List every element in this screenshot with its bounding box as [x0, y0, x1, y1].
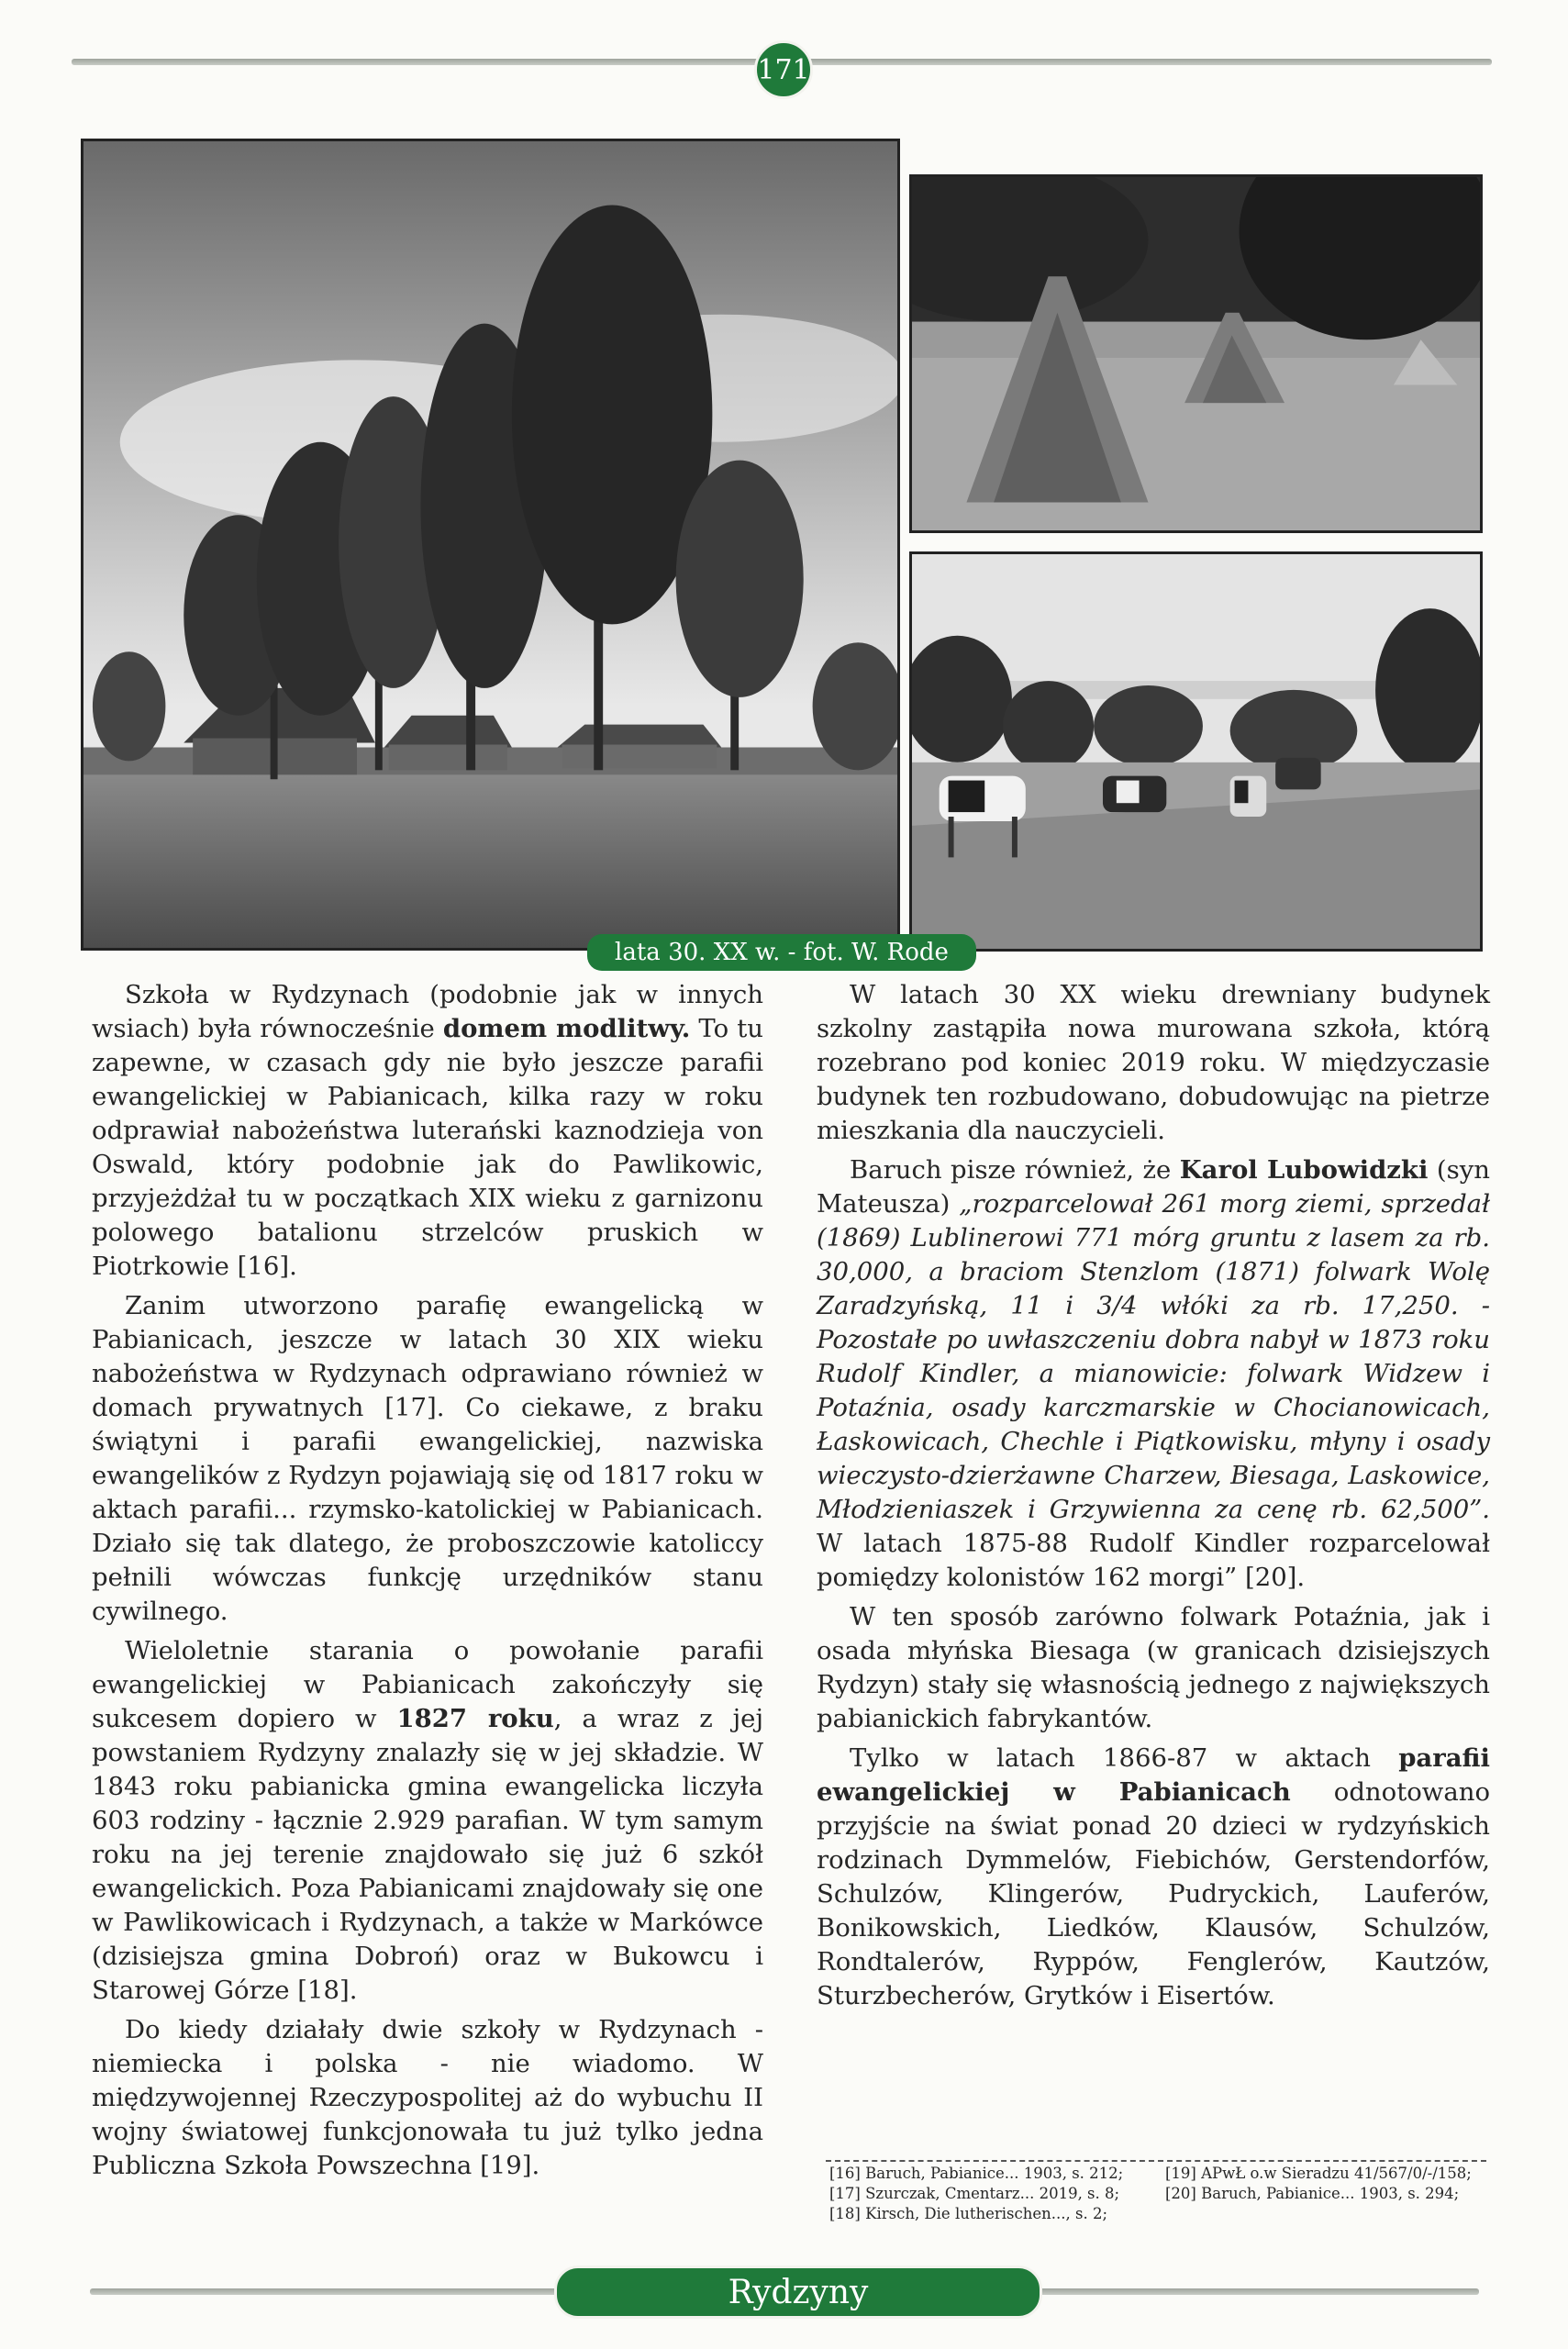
- footnotes: [829, 2164, 1486, 2224]
- paragraph: Tylko w latach 1866-87 w aktach parafii ewangelickiej w Pabianicach odnotowano przyjście na świat ponad 20 dzieci w rydzyńskich rodzinach Dymmelów, Fiebichów, Gerstendorfów, Schulzów, Klingerów, Pudryckich, Lauferów, Bonikowskich, Liedków, Klausów, Schulzów, Rondtalerów, Ryppów, Fenglerów, Kautzów, Sturzbecherów, Grytków i Eisertów.: [817, 1743, 1490, 2010]
- left-column: [92, 978, 763, 2188]
- paragraph: W ten sposób zarówno folwark Potaźnia, jak i osada młyńska Biesaga (w granicach dzisiejszych Rydzyn) stały się własnością jednego z największych pabianickich fabrykantów.: [817, 1602, 1490, 1733]
- footnote: [18] Kirsch, Die lutherischen..., s. 2;: [829, 2205, 1108, 2222]
- footer-title: Rydzyny: [554, 2266, 1042, 2319]
- paragraph: W latach 30 XX wieku drewniany budynek szkolny zastąpiła nowa murowana szkoła, którą rozebrano pod koniec 2019 roku. W międzyczasie budynek ten rozbudowano, dobudowując na pietrze mieszkania dla nauczycieli.: [817, 980, 1490, 1145]
- photo-caption: lata 30. XX w. - fot. W. Rode: [587, 934, 976, 971]
- footnote: [17] Szurczak, Cmentarz... 2019, s. 8;: [829, 2185, 1120, 2202]
- village-trees-photo: [81, 139, 900, 951]
- paragraph: Wieloletnie starania o powołanie parafii ewangelickiej w Pabianicach zakończyły się sukcesem dopiero w 1827 roku, a wraz z jej powstaniem Rydzyny znalazły się w jej składzie. W 1843 roku pabianicka gmina ewangelicka liczyła 603 rodziny - łącznie 2.929 parafian. W tym samym roku na jej terenie znajdowało się już 6 szkół ewangelickich. Poza Pabianicami znajdowały się one w Pawlikowicach i Rydzynach, a także w Markówce (dzisiejsza gmina Dobroń) oraz w Bukowcu i Starowej Górze [18].: [92, 1636, 763, 2005]
- page-number: 171: [754, 40, 813, 99]
- footnote: [19] APwŁ o.w Sieradzu 41/567/0/-/158;: [1165, 2165, 1472, 2182]
- paragraph: Do kiedy działały dwie szkoły w Rydzynach - niemiecka i polska - nie wiadomo. W międzywojennej Rzeczypospolitej aż do wybuchu II wojny światowej funkcjonowała tu już tylko jedna Publiczna Szkoła Powszechna [19].: [92, 2015, 763, 2180]
- paragraph: Baruch pisze również, że Karol Lubowidzki (syn Mateusza) „rozparcelował 261 morg ziemi, sprzedał (1869) Lublinerowi 771 mórg gruntu z lasem za rb. 30,000, a braciom Stenzlom (1871) folwark Wolę Zaradzyńską, 11 i 3/4 włóki za rb. 17,250. - Pozostałe po uwłaszczeniu dobra nabył w 1873 roku Rudolf Kindler, a mianowicie: folwark Widzew i Potaźnia, osady karczmarskie w Chocianowicach, Łaskowicach, Chechle i Piątkowisku, młyny i osady wieczysto-dzierżawne Charzew, Biesaga, Laskowice, Młodzieniaszek i Grzywienna za cenę rb. 62,500”. W latach 1875-88 Rudolf Kindler rozparcelował pomiędzy kolonistów 162 morgi” [20].: [817, 1155, 1490, 1592]
- cows-road-photo: [909, 551, 1483, 952]
- footnote-separator: [826, 2160, 1486, 2162]
- paragraph: Szkoła w Rydzynach (podobnie jak w innych wsiach) była równocześnie domem modlitwy. To tu zapewne, w czasach gdy nie było jeszcze parafii ewangelickiej w Pabianicach, kilka razy w roku odprawiał nabożeństwa luterański kaznodzieja von Oswald, który podobnie jak do Pawlikowic, przyjeżdżał tu w początkach XIX wieku z garnizonu polowego batalionu strzelców pruskich w Piotrkowie [16].: [92, 980, 763, 1281]
- sheaves-photo: [909, 174, 1483, 533]
- footnote: [16] Baruch, Pabianice... 1903, s. 212;: [829, 2165, 1124, 2182]
- right-column: [817, 978, 1490, 2019]
- footnote: [1165, 2204, 1486, 2224]
- footnote: [20] Baruch, Pabianice... 1903, s. 294;: [1165, 2185, 1460, 2202]
- paragraph: Zanim utworzono parafię ewangelicką w Pabianicach, jeszcze w latach 30 XIX wieku nabożeństwa w Rydzynach odprawiano również w domach prywatnych [17]. Co ciekawe, z braku świątyni i parafii ewangelickiej, nazwiska ewangelików z Rydzyn pojawiają się od 1817 roku w aktach parafii... rzymsko-katolickiej w Pabianicach. Działo się tak dlatego, że proboszczowie katoliccy pełnili wówczas funkcję urzędników stanu cywilnego.: [92, 1291, 763, 1626]
